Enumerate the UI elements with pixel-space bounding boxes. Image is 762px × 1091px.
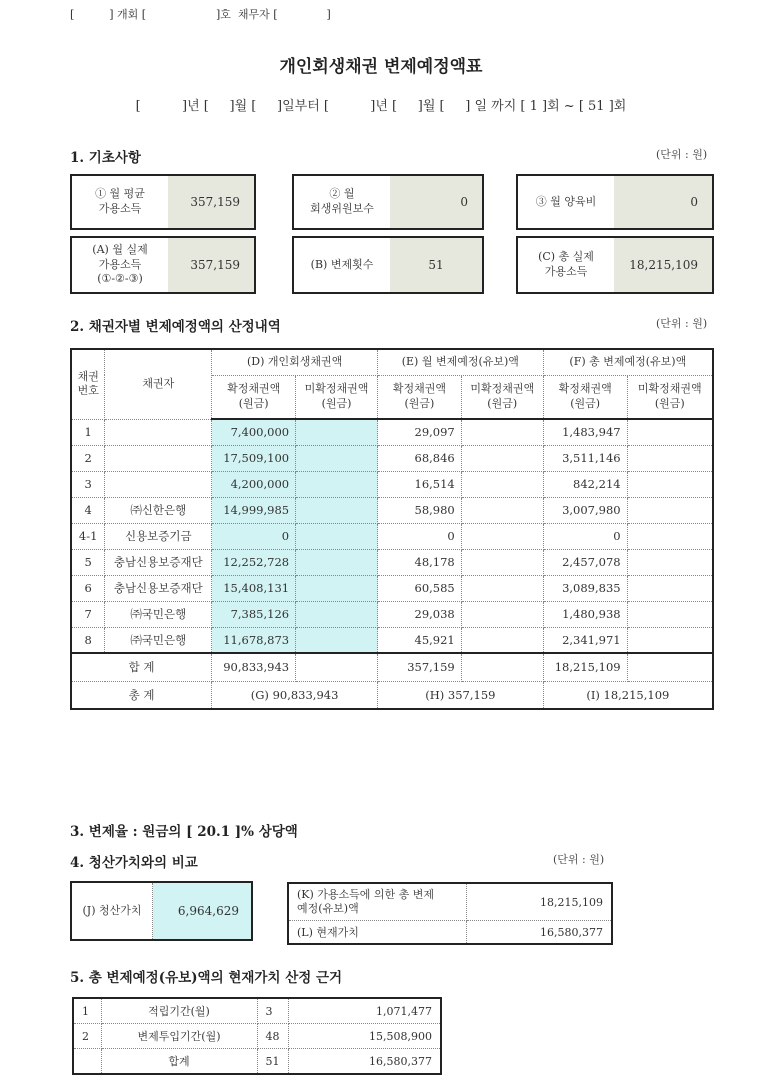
f-unconfirmed-amount [627,523,713,549]
creditor-no: 2 [71,445,105,471]
f-confirmed-amount: 1,480,938 [543,601,627,627]
table-row [71,575,713,601]
document-title: 개인회생채권 변제예정액표 [279,57,483,77]
creditor-no: 8 [71,627,105,653]
group-header-d: (D) 개인회생채권액 [212,349,378,375]
basis-amount: 15,508,900 [288,1024,441,1049]
e-confirmed-amount: 29,038 [378,601,462,627]
section1-title: 1. 기초사항 [70,150,141,166]
d-unconfirmed-amount [296,445,378,471]
table-row [71,419,713,445]
e-confirmed-amount: 58,980 [378,497,462,523]
creditor-name: ㈜국민은행 [105,601,212,627]
box-value: 18,215,109 [614,238,712,292]
col-header-creditor: 채권자 [105,349,212,419]
d-confirmed-amount: 7,400,000 [212,419,296,445]
col-header-no: 채권 번호 [71,349,105,419]
e-confirmed-amount: 16,514 [378,471,462,497]
d-confirmed-amount: 7,385,126 [212,601,296,627]
section5-title: 5. 총 변제예정(유보)액의 현재가치 산정 근거 [70,970,343,986]
creditor-name: ㈜국민은행 [105,627,212,653]
f-unconfirmed-amount [627,471,713,497]
liquidation-label: (J) 청산가치 [72,883,153,939]
f-confirmed-amount: 3,089,835 [543,575,627,601]
box-value: 51 [390,238,482,292]
grand-total-h: (H) 357,159 [378,681,544,709]
box-value: 357,159 [168,176,254,228]
table-row [73,998,441,1024]
creditor-no: 4-1 [71,523,105,549]
f-confirmed-amount: 2,457,078 [543,549,627,575]
e-unconfirmed-amount [461,497,543,523]
creditor-no: 5 [71,549,105,575]
creditor-name [105,419,212,445]
f-confirmed-amount: 842,214 [543,471,627,497]
f-unconfirmed-amount [627,601,713,627]
subtotal-f-unconfirmed [627,653,713,681]
creditor-no: 4 [71,497,105,523]
e-confirmed-amount: 29,097 [378,419,462,445]
row-k-label: (K) 가용소득에 의한 총 변제 예정(유보)액 [288,883,466,921]
basis-amount: 16,580,377 [288,1049,441,1075]
col-header-d-unconfirmed: 미확정채권액 (원금) [296,375,378,419]
d-unconfirmed-amount [296,601,378,627]
d-unconfirmed-amount [296,523,378,549]
repayment-period: [ ]년 [ ]월 [ ]일부터 [ ]년 [ ]월 [ ] 일 까지 [ 1 ]회 ~ [ 51 ]회 [135,99,627,114]
basic-box-total-income [516,236,714,294]
box-value: 0 [390,176,482,228]
d-confirmed-amount: 12,252,728 [212,549,296,575]
e-confirmed-amount: 68,846 [378,445,462,471]
row-l-label: (L) 현재가치 [288,921,466,945]
d-confirmed-amount: 11,678,873 [212,627,296,653]
f-unconfirmed-amount [627,419,713,445]
grand-total-label: 총 계 [71,681,212,709]
table-row [71,445,713,471]
col-header-f-confirmed: 확정채권액 (원금) [543,375,627,419]
e-unconfirmed-amount [461,523,543,549]
basis-no: 2 [73,1024,101,1049]
box-label: ② 월 회생위원보수 [294,176,390,228]
section1-unit: (단위 : 원) [656,148,708,161]
basis-label: 변제투입기간(월) [101,1024,257,1049]
table-row [71,523,713,549]
comparison-row-k [288,883,612,921]
section2-unit: (단위 : 원) [656,317,708,330]
basis-no [73,1049,101,1075]
table-row [73,1049,441,1075]
d-confirmed-amount: 15,408,131 [212,575,296,601]
grand-total-i: (I) 18,215,109 [543,681,713,709]
grand-total-row [71,681,713,709]
creditor-name [105,445,212,471]
row-l-value: 16,580,377 [466,921,612,945]
table-row [71,549,713,575]
e-unconfirmed-amount [461,419,543,445]
subtotal-e-unconfirmed [461,653,543,681]
creditor-no: 6 [71,575,105,601]
table-row [73,1024,441,1049]
creditor-no: 1 [71,419,105,445]
d-confirmed-amount: 0 [212,523,296,549]
comparison-table [287,882,613,945]
group-header-f: (F) 총 변제예정(유보)액 [543,349,713,375]
case-number-line: [ ] 개회 [ ]호 채무자 [ ] [70,8,331,21]
d-unconfirmed-amount [296,627,378,653]
f-unconfirmed-amount [627,627,713,653]
e-unconfirmed-amount [461,601,543,627]
e-confirmed-amount: 60,585 [378,575,462,601]
present-value-basis-table [72,997,442,1075]
f-confirmed-amount: 1,483,947 [543,419,627,445]
d-confirmed-amount: 4,200,000 [212,471,296,497]
e-confirmed-amount: 45,921 [378,627,462,653]
creditor-name [105,471,212,497]
f-confirmed-amount: 2,341,971 [543,627,627,653]
basic-box-trustee-fee [292,174,484,230]
basis-label: 합계 [101,1049,257,1075]
table-row [71,627,713,653]
basis-no: 1 [73,998,101,1024]
box-label: (C) 총 실제 가용소득 [518,238,614,292]
basis-label: 적립기간(월) [101,998,257,1024]
subtotal-d-confirmed: 90,833,943 [212,653,296,681]
creditor-name: 충남신용보증재단 [105,549,212,575]
e-confirmed-amount: 48,178 [378,549,462,575]
liquidation-value-box [70,881,253,941]
basis-amount: 1,071,477 [288,998,441,1024]
subtotal-e-confirmed: 357,159 [378,653,462,681]
box-label: ① 월 평균 가용소득 [72,176,168,228]
basis-months: 3 [257,998,288,1024]
d-unconfirmed-amount [296,575,378,601]
f-unconfirmed-amount [627,549,713,575]
f-unconfirmed-amount [627,445,713,471]
col-header-d-confirmed: 확정채권액 (원금) [212,375,296,419]
e-unconfirmed-amount [461,471,543,497]
creditor-name: 충남신용보증재단 [105,575,212,601]
d-confirmed-amount: 17,509,100 [212,445,296,471]
box-value: 0 [614,176,712,228]
row-k-value: 18,215,109 [466,883,612,921]
basic-box-avg-income [70,174,256,230]
basis-months: 48 [257,1024,288,1049]
group-header-e: (E) 월 변제예정(유보)액 [378,349,544,375]
section2-title: 2. 채권자별 변제예정액의 산정내역 [70,319,281,335]
box-value: 357,159 [168,238,254,292]
e-unconfirmed-amount [461,549,543,575]
table-row [71,471,713,497]
d-unconfirmed-amount [296,471,378,497]
col-header-f-unconfirmed: 미확정채권액 (원금) [627,375,713,419]
creditor-no: 7 [71,601,105,627]
creditor-no: 3 [71,471,105,497]
f-unconfirmed-amount [627,575,713,601]
e-unconfirmed-amount [461,575,543,601]
box-label: ③ 월 양육비 [518,176,614,228]
box-label: (A) 월 실제 가용소득 (①-②-③) [72,238,168,292]
creditor-name: 신용보증기금 [105,523,212,549]
table-row [71,497,713,523]
e-unconfirmed-amount [461,445,543,471]
basis-months: 51 [257,1049,288,1075]
section4-title: 4. 청산가치와의 비교 [70,855,198,871]
e-unconfirmed-amount [461,627,543,653]
f-confirmed-amount: 3,007,980 [543,497,627,523]
table-row [71,601,713,627]
subtotal-f-confirmed: 18,215,109 [543,653,627,681]
f-confirmed-amount: 0 [543,523,627,549]
comparison-row-l [288,921,612,945]
f-confirmed-amount: 3,511,146 [543,445,627,471]
e-confirmed-amount: 0 [378,523,462,549]
section4-unit: (단위 : 원) [553,853,605,866]
section3-repayment-rate: 3. 변제율 : 원금의 [ 20.1 ]% 상당액 [70,824,298,840]
subtotal-d-unconfirmed [296,653,378,681]
basic-box-actual-income [70,236,256,294]
d-unconfirmed-amount [296,549,378,575]
basic-box-child-support [516,174,714,230]
liquidation-value: 6,964,629 [153,883,251,939]
d-unconfirmed-amount [296,419,378,445]
grand-total-g: (G) 90,833,943 [212,681,378,709]
d-confirmed-amount: 14,999,985 [212,497,296,523]
box-label: (B) 변제횟수 [294,238,390,292]
col-header-e-unconfirmed: 미확정채권액 (원금) [461,375,543,419]
f-unconfirmed-amount [627,497,713,523]
creditor-repayment-table [70,348,714,710]
col-header-e-confirmed: 확정채권액 (원금) [378,375,462,419]
subtotal-row [71,653,713,681]
basic-box-repayment-count [292,236,484,294]
creditor-name: ㈜신한은행 [105,497,212,523]
d-unconfirmed-amount [296,497,378,523]
subtotal-label: 합 계 [71,653,212,681]
